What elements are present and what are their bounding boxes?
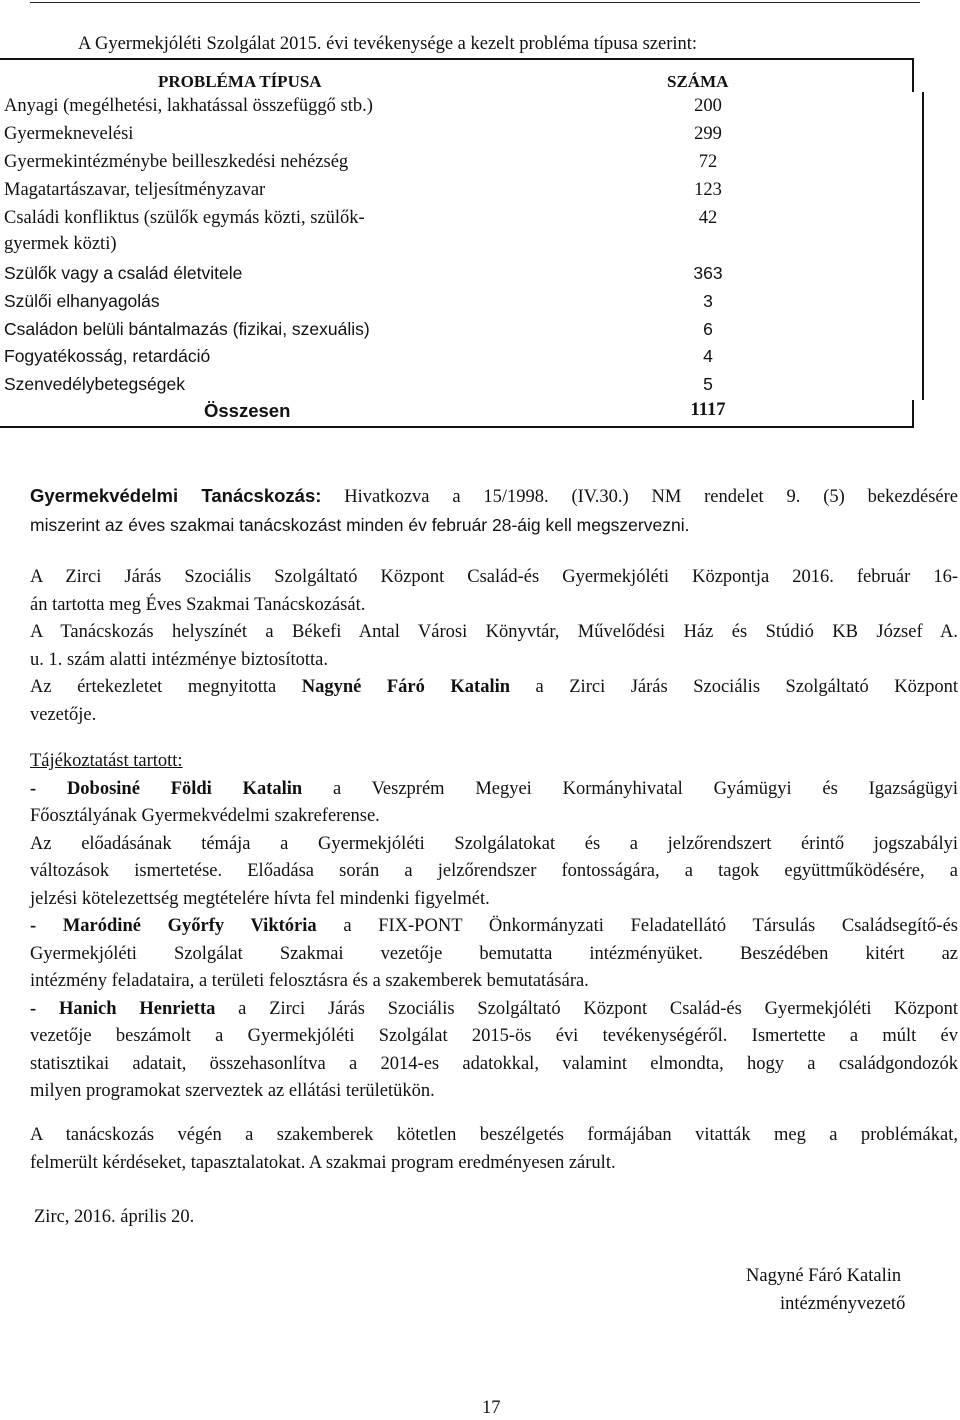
paragraph-text: milyen programokat szerveztek az ellátási területükön. (30, 1081, 435, 1101)
paragraph-text: Főosztályának Gyermekvédelmi szakreferense. (30, 806, 380, 826)
signatory-name: Nagyné Fáró Katalin (746, 1266, 902, 1286)
paragraph-text: A Tanácskozás helyszínét a Békefi Antal Városi Könyvtár, Művelődési Ház és Stúdió KB József A. (30, 622, 958, 642)
table-row-label: Családi konfliktus (szülők egymás közti, szülők- (4, 208, 365, 228)
paragraph-text: Gyermekjóléti Szolgálat Szakmai vezetője bemutatta intézményüket. Beszédében kitért az (30, 943, 958, 964)
table-row-value: 42 (698, 208, 718, 228)
page-number: 17 (482, 1398, 501, 1418)
top-rule (30, 2, 920, 3)
table-row-value: 72 (698, 152, 718, 172)
table-row-value: 4 (703, 346, 713, 366)
paragraph-text: Az értekezletet megnyitotta (30, 677, 302, 697)
paragraph-text: jelzési kötelezettség megtételére hívta fel mindenki figyelmét. (30, 888, 490, 909)
table-row-label: Magatartászavar, teljesítményzavar (4, 180, 266, 200)
list-dash: - (30, 778, 67, 799)
person-name: Nagyné Fáró Katalin (301, 677, 511, 697)
paragraph-text: u. 1. szám alatti intézménye biztosította. (30, 649, 328, 670)
paragraph-text: A Zirci Járás Szociális Szolgáltató Központ Család-és Gyermekjóléti Központja 2016. február 16- (30, 567, 958, 587)
paragraph-text: felmerült kérdéseket, tapasztalatokat. A szakmai program eredményesen zárult. (30, 1152, 616, 1173)
table-row-value: 299 (694, 124, 722, 144)
table-row-label: Anyagi (megélhetési, lakhatással összefüggő stb.) (4, 96, 373, 116)
table-row-value: 363 (693, 263, 723, 283)
speaker-name: - Maródiné Győrfy Viktória (30, 916, 317, 936)
table-total-label: Összesen (204, 400, 291, 421)
table-right-border (912, 400, 914, 428)
table-bottom-border (0, 426, 914, 428)
problem-type-table (0, 58, 916, 428)
table-row-label-continued: gyermek közti) (4, 234, 117, 254)
paragraph-text: Az előadásának témája a Gyermekjóléti Szolgálatokat és a jelzőrendszert érintő jogszabályi (30, 833, 958, 854)
paragraph-text: vezetője beszámolt a Gyermekjóléti Szolgálat 2015-ös évi tevékenységéről. Ismertette a múlt év (30, 1026, 958, 1046)
table-row-label: Gyermekintézménybe beilleszkedési nehézség (4, 152, 349, 172)
table-row-value: 200 (694, 96, 722, 116)
column-header-type: PROBLÉMA TÍPUSA (158, 72, 322, 91)
paragraph-text: a Zirci Járás Szociális Szolgáltató Központ Család-és Gyermekjóléti Központ (215, 998, 958, 1019)
table-right-border (922, 92, 924, 400)
paragraph-text: intézmény feladataira, a területi felosztásra és a szakemberek bemutatására. (30, 971, 589, 991)
speakers-heading: Tájékoztatást tartott: (30, 751, 183, 771)
table-top-border (0, 58, 914, 60)
paragraph-speakers (30, 748, 958, 1106)
paragraph-text: statisztikai adatait, összehasonlítva a 2014-es adatokkal, valamint elmondta, hogy a családgondozók (30, 1053, 958, 1074)
table-row-label: Gyermeknevelési (4, 124, 134, 144)
paragraph-closing (30, 1122, 958, 1177)
table-row-value: 5 (703, 374, 713, 394)
table-row-label: Szülői elhanyagolás (4, 291, 160, 311)
speaker-name: Dobosiné Földi Katalin (66, 778, 303, 799)
table-row-label: Fogyatékosság, retardáció (4, 346, 211, 366)
paragraph-text: miszerint az éves szakmai tanácskozást minden év február 28-áig kell megszervezni. (30, 514, 690, 535)
table-total-value: 1117 (690, 400, 726, 420)
table-row-label: Szenvedélybetegségek (4, 374, 185, 394)
paragraph-text: a Veszprém Megyei Kormányhivatal Gyámügyi és Igazságügyi (302, 778, 958, 799)
table-row-value: 6 (703, 319, 713, 339)
paragraph-text: változások ismertetése. Előadása során a jelzőrendszer fontosságára, a tagok együttműködésére, a (30, 861, 958, 881)
place-date: Zirc, 2016. április 20. (34, 1207, 195, 1227)
speaker-name: - Hanich Henrietta (30, 998, 216, 1019)
column-header-count: SZÁMA (667, 72, 729, 91)
paragraph-annual-meeting (30, 564, 958, 729)
bold-lead: Gyermekvédelmi Tanácskozás: (30, 485, 322, 506)
table-right-border (912, 58, 914, 92)
paragraph-text: Hivatkozva a 15/1998. (IV.30.) NM rendelet 9. (5) bekezdésére (321, 487, 958, 507)
paragraph-text: vezetője. (30, 704, 97, 725)
paragraph-child-protection-meeting (30, 482, 958, 539)
table-row-label: Családon belüli bántalmazás (fizikai, szexuális) (4, 319, 370, 339)
paragraph-text: án tartotta meg Éves Szakmai Tanácskozását. (30, 594, 366, 615)
intro-heading: A Gyermekjóléti Szolgálat 2015. évi tevékenysége a kezelt probléma típusa szerint: (78, 34, 698, 54)
signatory-role: intézményvezető (780, 1294, 906, 1314)
table-row-value: 3 (703, 291, 713, 311)
paragraph-text: a FIX-PONT Önkormányzati Feladatellátó Társulás Családsegítő-és (316, 916, 958, 936)
table-row-value: 123 (694, 180, 722, 200)
paragraph-text: a Zirci Járás Szociális Szolgáltató Központ (510, 677, 958, 697)
table-row-label: Szülők vagy a család életvitele (4, 263, 243, 283)
paragraph-text: A tanácskozás végén a szakemberek kötetlen beszélgetés formájában vitatták meg a problémákat, (30, 1125, 958, 1145)
